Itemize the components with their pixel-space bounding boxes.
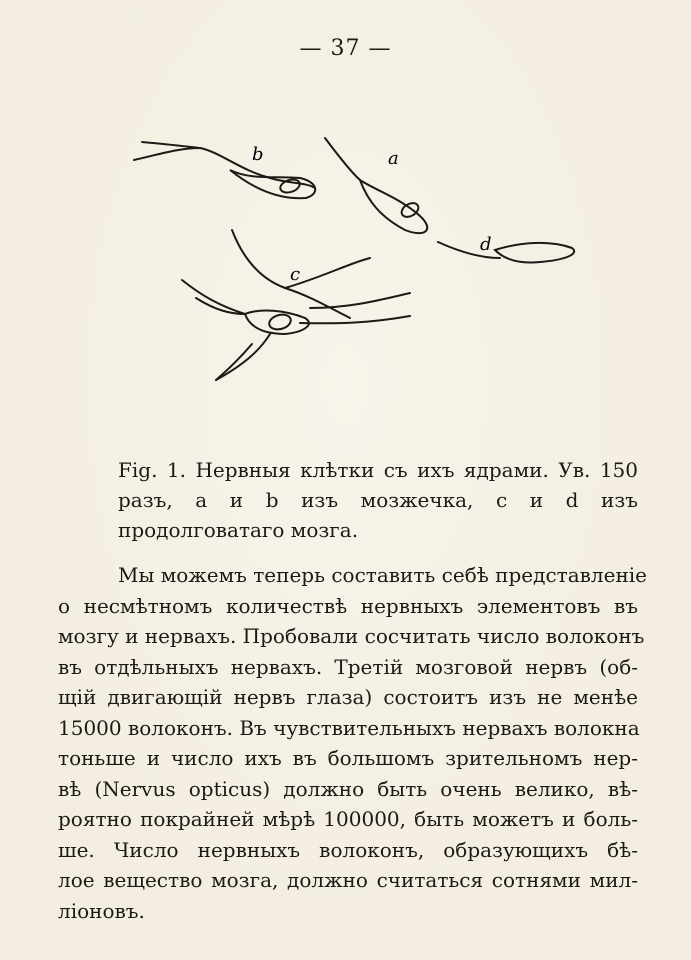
cell-b-fiber-2 xyxy=(142,142,200,148)
text-line: роятно покрайней мѣрѣ 100000, быть можетъ и боль- xyxy=(58,807,638,831)
text-line: щій двигающій нервъ глаза) состоитъ изъ не менѣе xyxy=(58,685,638,709)
text-line: тоньше и число ихъ въ большомъ зрительномъ нер- xyxy=(58,746,638,770)
label-c: c xyxy=(290,264,301,285)
label-d: d xyxy=(480,234,492,255)
nerve-cells-illustration xyxy=(120,118,600,408)
figure-caption xyxy=(118,455,638,545)
cell-a-body xyxy=(360,180,427,233)
label-a: a xyxy=(388,148,399,169)
text-line: мозгу и нервахъ. Пробовали сосчитать число волоконъ xyxy=(58,624,645,648)
text-line: о несмѣтномъ количествѣ нервныхъ элементовъ въ xyxy=(58,593,638,618)
cell-c-nucleus xyxy=(268,312,293,331)
text-line: ше. Число нервныхъ волоконъ, образующихъ бѣ- xyxy=(58,837,638,862)
text-line: въ отдѣльныхъ нервахъ. Третій мозговой нервъ (об- xyxy=(58,654,638,679)
body-paragraph xyxy=(58,560,648,926)
caption-text: Fig. 1. Нервныя клѣтки съ ихъ ядрами. Ув. 150 разъ, a и b изъ мозжечка, c и d изъ продолговатаго мозга. xyxy=(118,458,638,542)
cell-d-body xyxy=(495,243,574,263)
cell-c-fiber-lower xyxy=(300,316,410,323)
text-line: ліоновъ. xyxy=(58,898,145,923)
text-line: лое вещество мозга, должно считаться сотнями мил- xyxy=(58,868,638,892)
label-b: b xyxy=(252,144,264,165)
text-line: 15000 волоконъ. Въ чувствительныхъ нервахъ волокна xyxy=(58,715,640,740)
cell-c-tail-2 xyxy=(216,344,252,380)
cell-c-fiber-left xyxy=(182,280,245,314)
text-line: Мы можемъ теперь составить себѣ представленіе xyxy=(118,563,648,587)
text-line: вѣ (Nervus opticus) должно быть очень велико, вѣ- xyxy=(58,776,638,801)
page-number: — 37 — xyxy=(299,36,392,61)
cell-a-fiber xyxy=(325,138,360,180)
cell-b-fiber xyxy=(134,148,315,188)
